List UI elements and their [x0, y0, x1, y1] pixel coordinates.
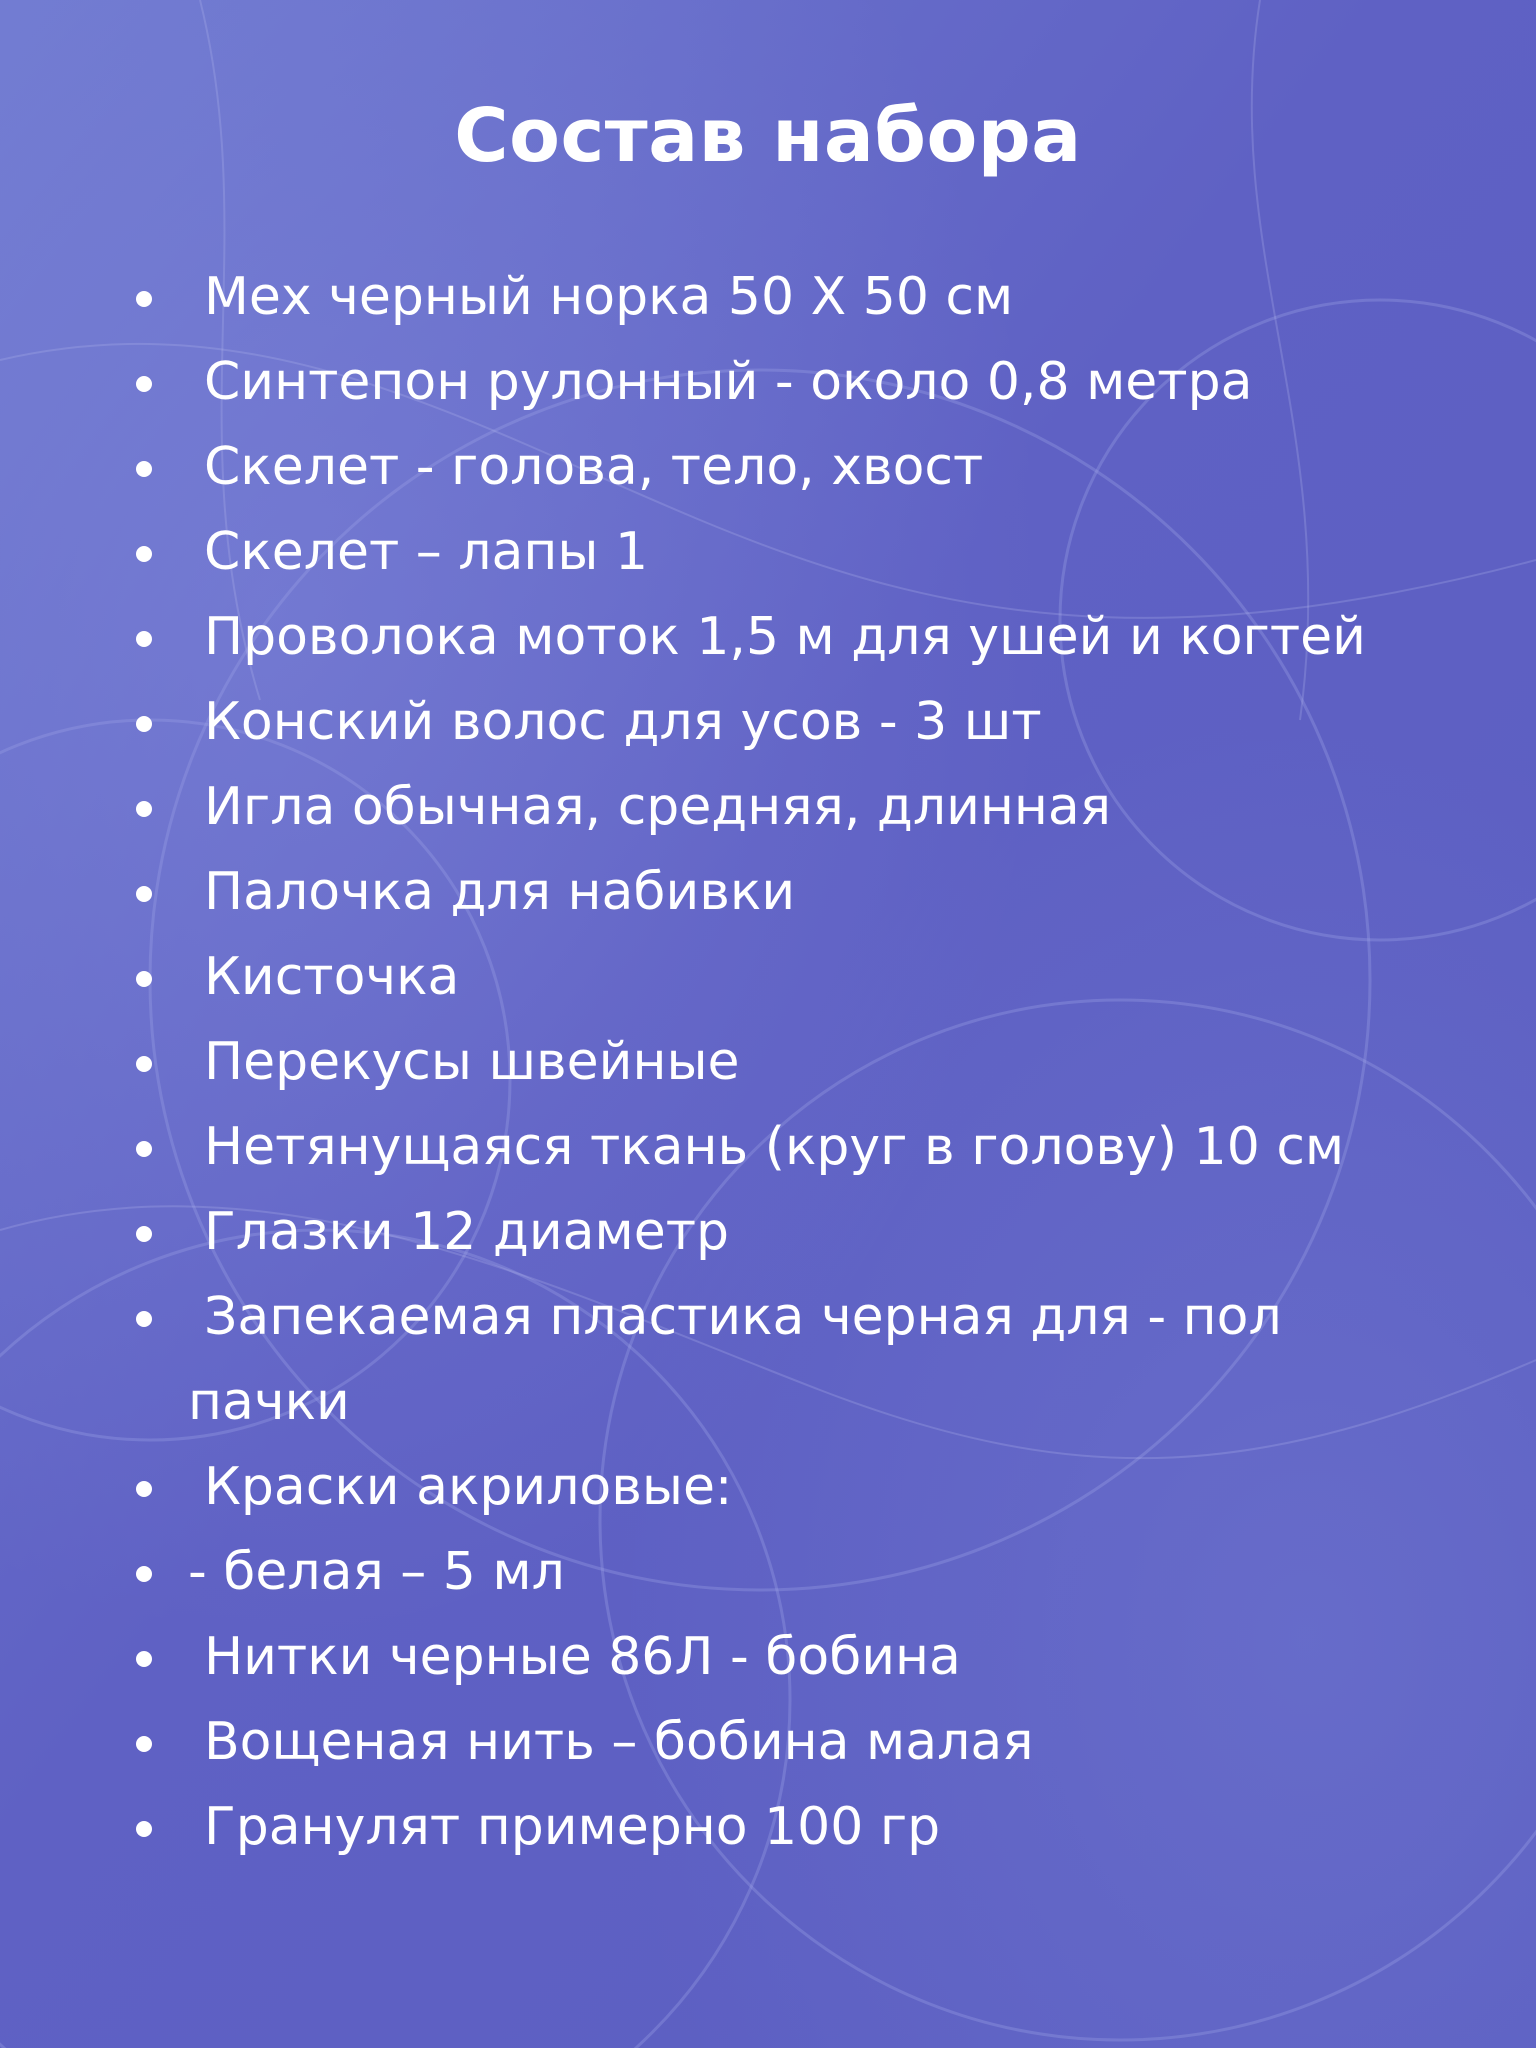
- list-item: [130, 1190, 1510, 1275]
- bullet-icon: [136, 1481, 152, 1497]
- list-item-text: Кисточка: [204, 947, 460, 1007]
- list-item-text: Перекусы швейные: [204, 1032, 740, 1092]
- bullet-icon: [136, 1651, 152, 1667]
- list-item-text: Нетянущаяся ткань (круг в голову) 10 см: [204, 1117, 1345, 1177]
- bullet-icon: [136, 801, 152, 817]
- list-item-text: Мех черный норка 50 Х 50 см: [204, 267, 1014, 327]
- list-item: [130, 1445, 1510, 1530]
- list-item-text: - белая – 5 мл: [188, 1542, 565, 1602]
- list-item: [130, 765, 1510, 850]
- list-item: [130, 1615, 1510, 1700]
- list-item: [130, 255, 1510, 340]
- bullet-icon: [136, 461, 152, 477]
- bullet-icon: [136, 1141, 152, 1157]
- list-item-text-continuation: пачки: [188, 1372, 350, 1432]
- list-item-text: Синтепон рулонный - около 0,8 метра: [204, 352, 1253, 412]
- bullet-icon: [136, 1821, 152, 1837]
- list-item-text: Запекаемая пластика черная для - пол: [204, 1287, 1282, 1347]
- bullet-icon: [136, 376, 152, 392]
- list-item-text: Скелет - голова, тело, хвост: [204, 437, 984, 497]
- bullet-icon: [136, 716, 152, 732]
- list-item: [130, 510, 1510, 595]
- list-item: [130, 1785, 1510, 1870]
- list-item: [130, 1275, 1464, 1445]
- list-item-text: Проволока моток 1,5 м для ушей и когтей: [204, 607, 1366, 667]
- bullet-icon: [136, 971, 152, 987]
- list-item-text: Краски акриловые:: [204, 1457, 733, 1517]
- list-item-text: Вощеная нить – бобина малая: [204, 1712, 1034, 1772]
- bullet-icon: [136, 291, 152, 307]
- bullet-icon: [136, 1226, 152, 1242]
- list-item: [130, 1105, 1510, 1190]
- list-item: [130, 425, 1510, 510]
- list-item-text: Скелет – лапы 1: [204, 522, 649, 582]
- list-item-text: Конский волос для усов - 3 шт: [204, 692, 1042, 752]
- list-item-text: Нитки черные 86Л - бобина: [204, 1627, 961, 1687]
- contents-list: [130, 255, 1510, 1870]
- list-item-text: Палочка для набивки: [204, 862, 796, 922]
- bullet-icon: [136, 1056, 152, 1072]
- list-item: [130, 850, 1510, 935]
- bullet-icon: [136, 546, 152, 562]
- bullet-icon: [136, 1736, 152, 1752]
- list-item: [130, 1020, 1510, 1105]
- list-item: [130, 680, 1510, 765]
- page-title: Состав набора: [454, 93, 1082, 179]
- list-item: [130, 595, 1510, 680]
- list-item: [130, 1530, 1510, 1615]
- bullet-icon: [136, 631, 152, 647]
- bullet-icon: [136, 1566, 152, 1582]
- list-item-text: Глазки 12 диаметр: [204, 1202, 730, 1262]
- list-item: [130, 935, 1510, 1020]
- list-item-text: Игла обычная, средняя, длинная: [204, 777, 1112, 837]
- list-item: [130, 340, 1510, 425]
- list-item: [130, 1700, 1510, 1785]
- bullet-icon: [136, 886, 152, 902]
- list-item-text: Гранулят примерно 100 гр: [204, 1797, 941, 1857]
- bullet-icon: [136, 1311, 152, 1327]
